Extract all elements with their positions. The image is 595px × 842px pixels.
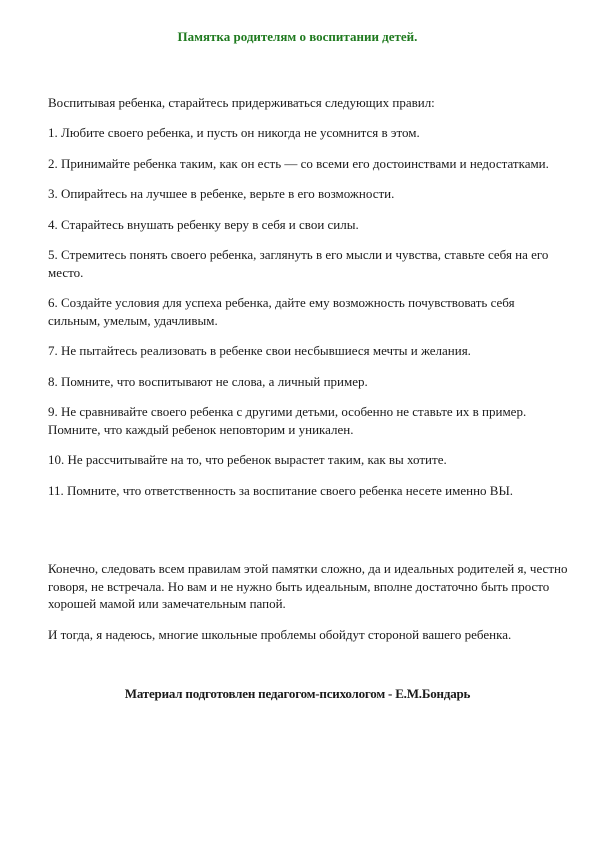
rule-item: 2. Принимайте ребенка таким, как он есть — со всеми его достоинствами и недостатками. xyxy=(48,155,549,171)
rule-item: 7. Не пытайтесь реализовать в ребенке свои несбывшиеся мечты и желания. xyxy=(48,343,471,358)
rule-item: 3. Опирайтесь на лучшее в ребенке, верьте в его возможности. xyxy=(48,186,395,201)
rule-item: 8. Помните, что воспитывают не слова, а личный пример. xyxy=(48,373,368,389)
rule-item: 6. Создайте условия для успеха ребенка, дайте ему возможность почувствовать себя сильным, умелым, удачливым. xyxy=(48,295,515,328)
rule-item: 4. Старайтесь внушать ребенку веру в себя и свои силы. xyxy=(48,216,359,232)
author-credit: Материал подготовлен педагогом-психологом - Е.М.Бондарь xyxy=(124,686,471,701)
closing-section xyxy=(48,560,568,656)
rule-item: 1. Любите своего ребенка, и пусть он никогда не усомнится в этом. xyxy=(48,125,420,140)
rule-item: 11. Помните, что ответственность за воспитание своего ребенка несете именно ВЫ. xyxy=(48,482,514,498)
intro-text: Воспитывая ребенка, старайтесь придерживаться следующих правил: xyxy=(48,95,435,110)
page-title: Памятка родителям о воспитании детей. xyxy=(177,29,418,44)
closing-paragraph: И тогда, я надеюсь, многие школьные проблемы обойдут стороной вашего ребенка. xyxy=(48,626,512,642)
rules-list xyxy=(48,124,563,512)
rule-item: 10. Не рассчитывайте на то, что ребенок вырастет таким, как вы хотите. xyxy=(48,452,447,467)
rule-item: 5. Стремитесь понять своего ребенка, заглянуть в его мысли и чувства, ставьте себя на его место. xyxy=(48,247,549,280)
closing-paragraph: Конечно, следовать всем правилам этой памятки сложно, да и идеальных родителей я, честно говоря, не встречала. Но вам и не нужно быть идеальным, вполне достаточно быть просто хорошей мамой или замечательным папой. xyxy=(48,561,568,611)
rule-item: 9. Не сравнивайте своего ребенка с другими детьми, особенно не ставьте их в пример. Помните, что каждый ребенок неповторим и уникален. xyxy=(48,404,527,437)
